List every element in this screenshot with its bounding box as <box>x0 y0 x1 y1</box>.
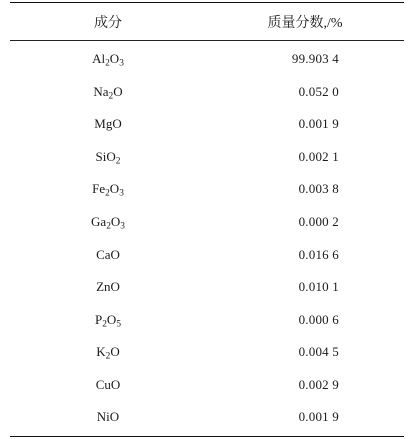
formula-text: P <box>95 311 103 327</box>
formula-text: CaO <box>96 246 120 262</box>
table-body <box>10 41 404 436</box>
formula-subscript: 3 <box>119 188 124 199</box>
header-component: 成分 <box>94 15 122 31</box>
formula-text: Al <box>92 51 106 67</box>
mass-fraction-value: 0.003 8 <box>298 181 339 197</box>
table-row <box>10 238 404 271</box>
mass-fraction-cell <box>206 247 404 263</box>
mass-fraction-value: 0.004 5 <box>298 344 339 360</box>
mass-fraction-value: 0.001 9 <box>298 409 339 425</box>
formula-text: O <box>110 214 121 229</box>
formula-subscript: 5 <box>116 318 121 329</box>
formula-text: O <box>109 181 120 197</box>
formula-subscript: 2 <box>102 318 107 329</box>
mass-fraction-value: 0.002 1 <box>298 148 339 164</box>
formula-subscript: 2 <box>105 351 111 362</box>
mass-fraction-value: 0.052 0 <box>298 83 339 99</box>
composition-table <box>10 2 404 437</box>
formula-text: Fe <box>92 181 106 197</box>
component-cell <box>10 312 206 328</box>
formula-text: SiO <box>95 148 116 164</box>
component-cell <box>10 377 206 393</box>
table-row <box>10 141 404 174</box>
component-cell <box>10 344 206 360</box>
mass-fraction-cell <box>206 84 404 100</box>
formula-text: O <box>110 344 120 360</box>
formula-text: MgO <box>94 116 122 132</box>
mass-fraction-cell <box>206 312 404 328</box>
component-cell <box>10 409 206 425</box>
component-cell <box>10 149 206 165</box>
formula-text: CuO <box>95 376 121 392</box>
mass-fraction-cell <box>206 149 404 165</box>
table-row <box>10 336 404 369</box>
table-row <box>10 76 404 109</box>
component-cell <box>10 279 206 295</box>
bottom-rule <box>10 436 404 437</box>
mass-fraction-value: 0.016 6 <box>298 246 339 262</box>
table-row <box>10 271 404 304</box>
mass-fraction-value: 0.001 9 <box>298 116 339 132</box>
component-cell <box>10 116 206 132</box>
mass-fraction-value: 0.000 2 <box>298 214 339 229</box>
formula-subscript: 2 <box>105 188 110 199</box>
component-cell <box>10 214 206 230</box>
mass-fraction-value: 0.000 6 <box>298 311 339 327</box>
mass-fraction-value: 0.002 9 <box>298 376 339 392</box>
table-row <box>10 173 404 206</box>
formula-text: ZnO <box>96 279 120 295</box>
mass-fraction-cell <box>206 409 404 425</box>
mass-fraction-cell <box>206 344 404 360</box>
formula-text: NiO <box>96 409 120 425</box>
formula-subscript: 2 <box>108 91 114 102</box>
formula-subscript: 2 <box>106 221 111 232</box>
formula-subscript: 2 <box>115 156 121 167</box>
mass-fraction-cell <box>206 51 404 67</box>
mass-fraction-cell <box>206 214 404 230</box>
mass-fraction-value: 99.903 4 <box>291 51 339 67</box>
mass-fraction-cell <box>206 116 404 132</box>
formula-text: O <box>113 83 123 99</box>
mass-fraction-value: 0.010 1 <box>298 279 339 295</box>
formula-subscript: 2 <box>105 58 110 69</box>
table-row <box>10 368 404 401</box>
component-cell <box>10 51 206 67</box>
formula-subscript: 3 <box>119 58 124 69</box>
component-cell <box>10 84 206 100</box>
table-header <box>10 3 404 40</box>
formula-text: Na <box>93 83 109 99</box>
component-cell <box>10 247 206 263</box>
formula-text: Ga <box>91 214 107 229</box>
table-row <box>10 303 404 336</box>
mass-fraction-cell <box>206 377 404 393</box>
formula-text: O <box>106 311 117 327</box>
mass-fraction-cell <box>206 279 404 295</box>
formula-text: K <box>96 344 106 360</box>
table-row <box>10 401 404 434</box>
table-row <box>10 108 404 141</box>
formula-text: O <box>109 51 120 67</box>
mass-fraction-cell <box>206 181 404 197</box>
header-mass-fraction: 质量分数,/% <box>267 15 343 31</box>
component-cell <box>10 181 206 197</box>
table-row <box>10 43 404 76</box>
formula-subscript: 3 <box>120 221 125 232</box>
table-row <box>10 206 404 239</box>
